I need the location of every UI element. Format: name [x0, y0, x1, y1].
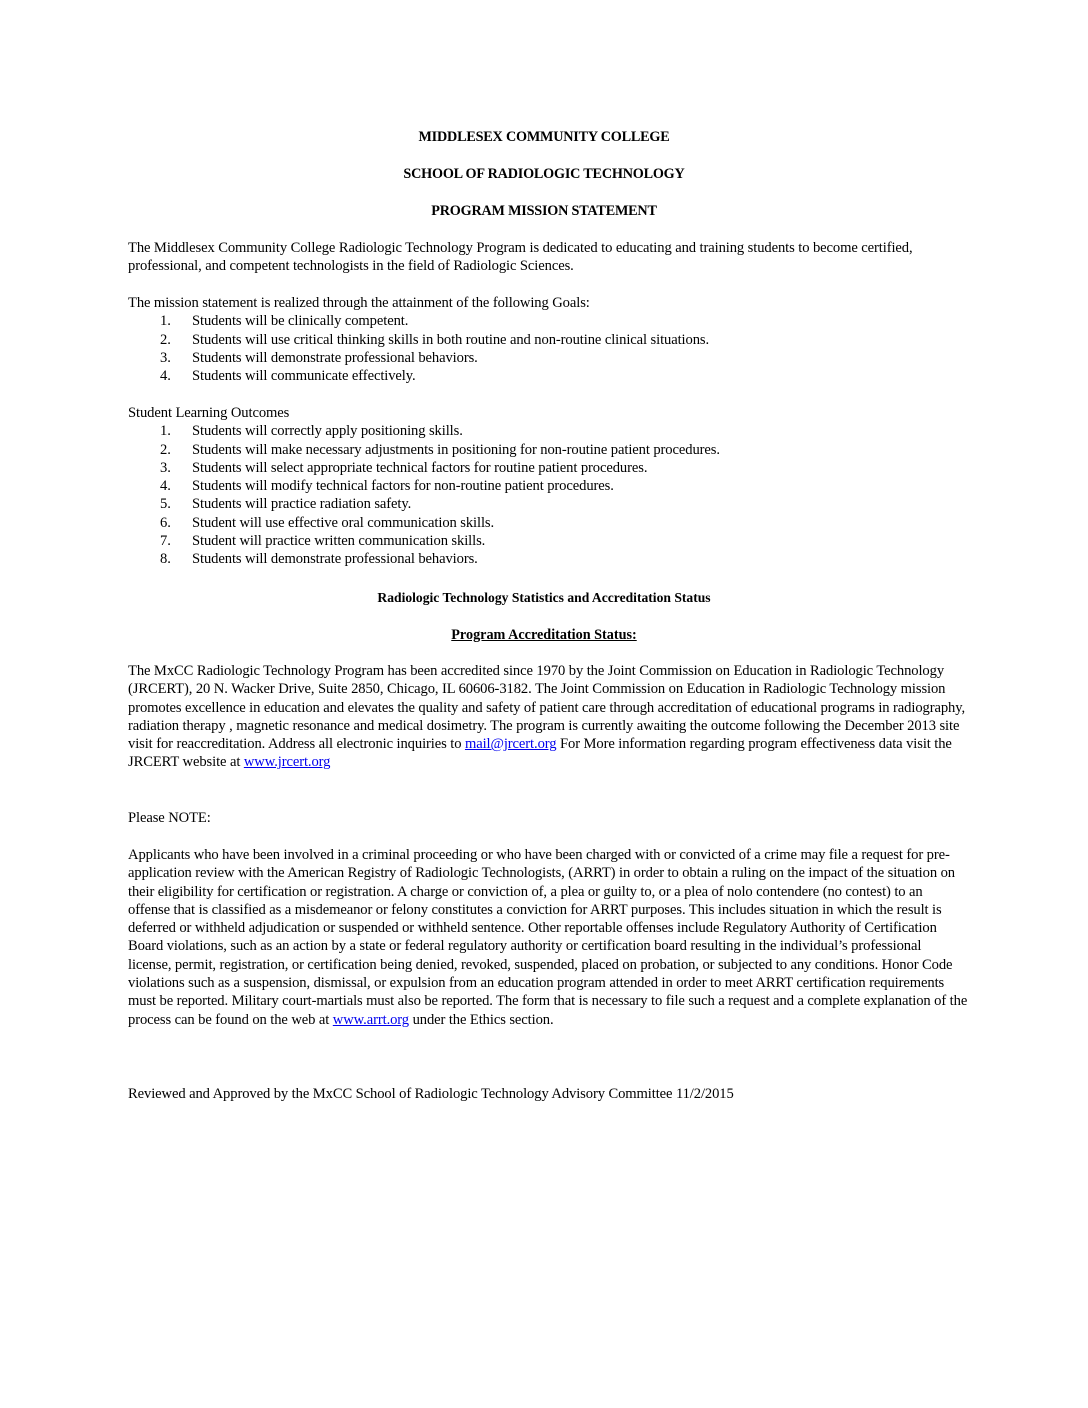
list-item: 8. Students will demonstrate professional behaviors.	[160, 551, 478, 568]
list-item: 6. Student will use effective oral communication skills.	[160, 514, 495, 531]
note-label: Please NOTE:	[128, 810, 211, 826]
list-item: 1. Students will correctly apply positioning skills.	[160, 423, 463, 440]
college-title: MIDDLESEX COMMUNITY COLLEGE	[418, 129, 670, 145]
stats-heading: Radiologic Technology Statistics and Accreditation Status	[377, 590, 711, 605]
arrt-website-link[interactable]: www.arrt.org	[332, 1011, 410, 1028]
list-item: 3. Students will select appropriate technical factors for routine patient procedures.	[160, 459, 648, 476]
list-item: 2. Students will use critical thinking skills in both routine and non-routine clinical situations.	[160, 331, 710, 348]
accreditation-section	[128, 662, 968, 772]
note-section	[128, 846, 968, 1029]
note-label-block	[128, 809, 968, 827]
list-item: 3. Students will demonstrate professional behaviors.	[160, 349, 478, 366]
outcomes-heading: Student Learning Outcomes	[128, 405, 290, 421]
outcomes-section	[128, 404, 968, 569]
goals-lead: The mission statement is realized through the attainment of the following Goals:	[128, 295, 590, 311]
list-item: 4. Students will communicate effectively.	[160, 368, 416, 385]
list-item: 1. Students will be clinically competent.	[160, 313, 409, 330]
list-item: 2. Students will make necessary adjustments in positioning for non-routine patient procedures.	[160, 441, 720, 458]
outcomes-list	[128, 422, 968, 568]
school-title: SCHOOL OF RADIOLOGIC TECHNOLOGY	[403, 166, 685, 182]
footer-block	[128, 1085, 968, 1103]
goals-list	[128, 312, 968, 385]
mission-intro: The Middlesex Community College Radiologic Technology Program is dedicated to educating and training students to become certified, professional, and competent technologists in the field of Radiologic Sciences.	[128, 240, 913, 275]
accreditation-paragraph: The MxCC Radiologic Technology Program has been accredited since 1970 by the Joint Commission on Education in Radiologic Technology (JRCERT), 20 N. Wacker Drive, Suite 2850, Chicago, IL 60606-3182. The Joint Commission on Education in Radiologic Technology mission promotes excellence in education and elevates the quality and safety of patient care through accreditation of educational programs in radiography, radiation therapy , magnetic resonance and medical dosimetry. The program is currently awaiting the outcome following the December 2013 site visit for reaccreditation. Address all electronic inquiries to mail@jrcert.org For More information regarding program effectiveness data visit the JRCERT website at www.jrcert.org	[128, 663, 966, 771]
note-paragraph: Applicants who have been involved in a criminal proceeding or who have been charged with or convicted of a crime may file a request for pre-application review with the American Registry of Radiologic Technologists, (ARRT) in order to obtain a ruling on the impact of the situation on their eligibility for certification or registration. A charge or conviction of, a plea or guilty to, or a plea of nolo contendere (no contest) to an offense that is classified as a misdemeanor or felony constitutes a conviction for ARRT purposes. This includes situation in which the result is deferred or withheld adjudication or suspended or withheld sentence. Other reportable offenses include Regulatory Authority of Certification Board violations, such as an action by a state or federal regulatory authority or certification board resulting in the individual’s professional license, permit, registration, or certification being denied, revoked, suspended, placed on probation, or subjected to any conditions. Honor Code violations such as a suspension, dismissal, or expulsion from an education program attended in order to meet ARRT certification requirements must be reported. Military court-martials must also be reported. The form that is necessary to file such a request and a complete explanation of the process can be found on the web at www.arrt.org under the Ethics section.	[128, 847, 968, 1028]
list-item: 7. Student will practice written communication skills.	[160, 533, 486, 550]
list-item: 4. Students will modify technical factors for non-routine patient procedures.	[160, 478, 614, 495]
list-item: 5. Students will practice radiation safety.	[160, 496, 412, 513]
jrcert-website-link[interactable]: www.jrcert.org	[243, 754, 331, 771]
accreditation-subheading: Program Accreditation Status:	[451, 627, 637, 643]
jrcert-email-link[interactable]: mail@jrcert.org	[464, 736, 557, 753]
approval-statement: Reviewed and Approved by the MxCC School of Radiologic Technology Advisory Committee 11/2/2015	[128, 1086, 734, 1102]
mission-section	[128, 239, 968, 276]
goals-section	[128, 294, 968, 385]
document-title: PROGRAM MISSION STATEMENT	[431, 203, 657, 219]
